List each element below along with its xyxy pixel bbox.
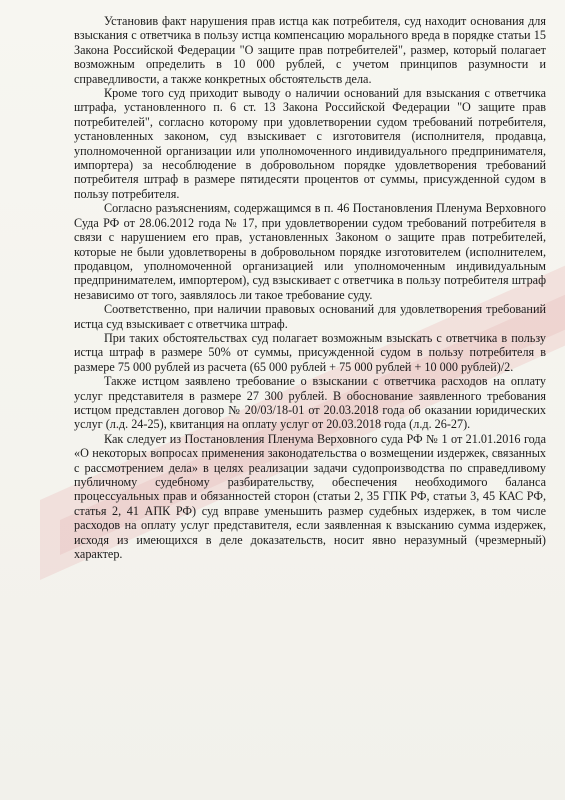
paragraph-4: Соответственно, при наличии правовых оснований для удовлетворения требований истца суд взыскивает с ответчика штраф.	[74, 302, 546, 331]
paragraph-6: Также истцом заявлено требование о взыскании с ответчика расходов на оплату услуг представителя в размере 27 300 рублей. В обоснование заявленного требования истцом представлен договор № 20/03/18-01 от 20.03.2018 года об оказании юридических услуг (л.д. 24-25), квитанция на оплату услуг от 20.03.2018 года (л.д. 26-27).	[74, 374, 546, 432]
paragraph-7: Как следует из Постановления Пленума Верховного суда РФ № 1 от 21.01.2016 года «О некоторых вопросах применения законодательства о возмещении издержек, связанных с рассмотрением дела» в целях реализации задачи судопроизводства по справедливому публичному судебному разбирательству, обеспечения необходимого баланса процессуальных прав и обязанностей сторон (статьи 2, 35 ГПК РФ, статьи 3, 45 КАС РФ, статья 2, 41 АПК РФ) суд вправе уменьшить размер судебных издержек, в том числе расходов на оплату услуг представителя, если заявленная к взысканию сумма издержек, исходя из имеющихся в деле доказательств, носит явно неразумный (чрезмерный) характер.	[74, 431, 546, 562]
paragraph-3: Согласно разъяснениям, содержащимся в п. 46 Постановления Пленума Верховного Суда РФ от 28.06.2012 года № 17, при удовлетворении судом требований потребителя в связи с нарушением его прав, установленных Законом о защите прав потребителей, которые не были удовлетворены в добровольном порядке изготовителем (исполнителем, продавцом, уполномоченной организацией или уполномоченным индивидуальным предпринимателем, импортером), суд взыскивает с ответчика в пользу потребителя штраф независимо от того, заявлялось ли такое требование суду.	[74, 201, 546, 302]
paragraph-5: При таких обстоятельствах суд полагает возможным взыскать с ответчика в пользу истца штраф в размере 50% от суммы, присужденной судом в пользу потребителя в размере 75 000 рублей из расчета (65 000 рублей + 75 000 рублей + 10 000 рублей)/2.	[74, 330, 546, 374]
document-body	[74, 14, 546, 561]
paragraph-1: Установив факт нарушения прав истца как потребителя, суд находит основания для взыскания с ответчика в пользу истца компенсацию морального вреда в порядке статьи 15 Закона Российской Федерации "О защите прав потребителей", размер, который полагает возможным определить в 10 000 рублей, с учетом принципов разумности и справедливости, а также конкретных обстоятельств дела.	[74, 14, 546, 86]
paragraph-2: Кроме того суд приходит выводу о наличии оснований для взыскания с ответчика штрафа, установленного п. 6 ст. 13 Закона Российской Федерации "О защите прав потребителей", согласно которому при удовлетворении судом требований потребителя, установленных законом, суд взыскивает с изготовителя (исполнителя, продавца, уполномоченной организации или уполномоченного индивидуального предпринимателя, импортера) за несоблюдение в добровольном порядке удовлетворения требований потребителя штраф в размере пятидесяти процентов от суммы, присужденной судом в пользу потребителя.	[74, 86, 546, 201]
